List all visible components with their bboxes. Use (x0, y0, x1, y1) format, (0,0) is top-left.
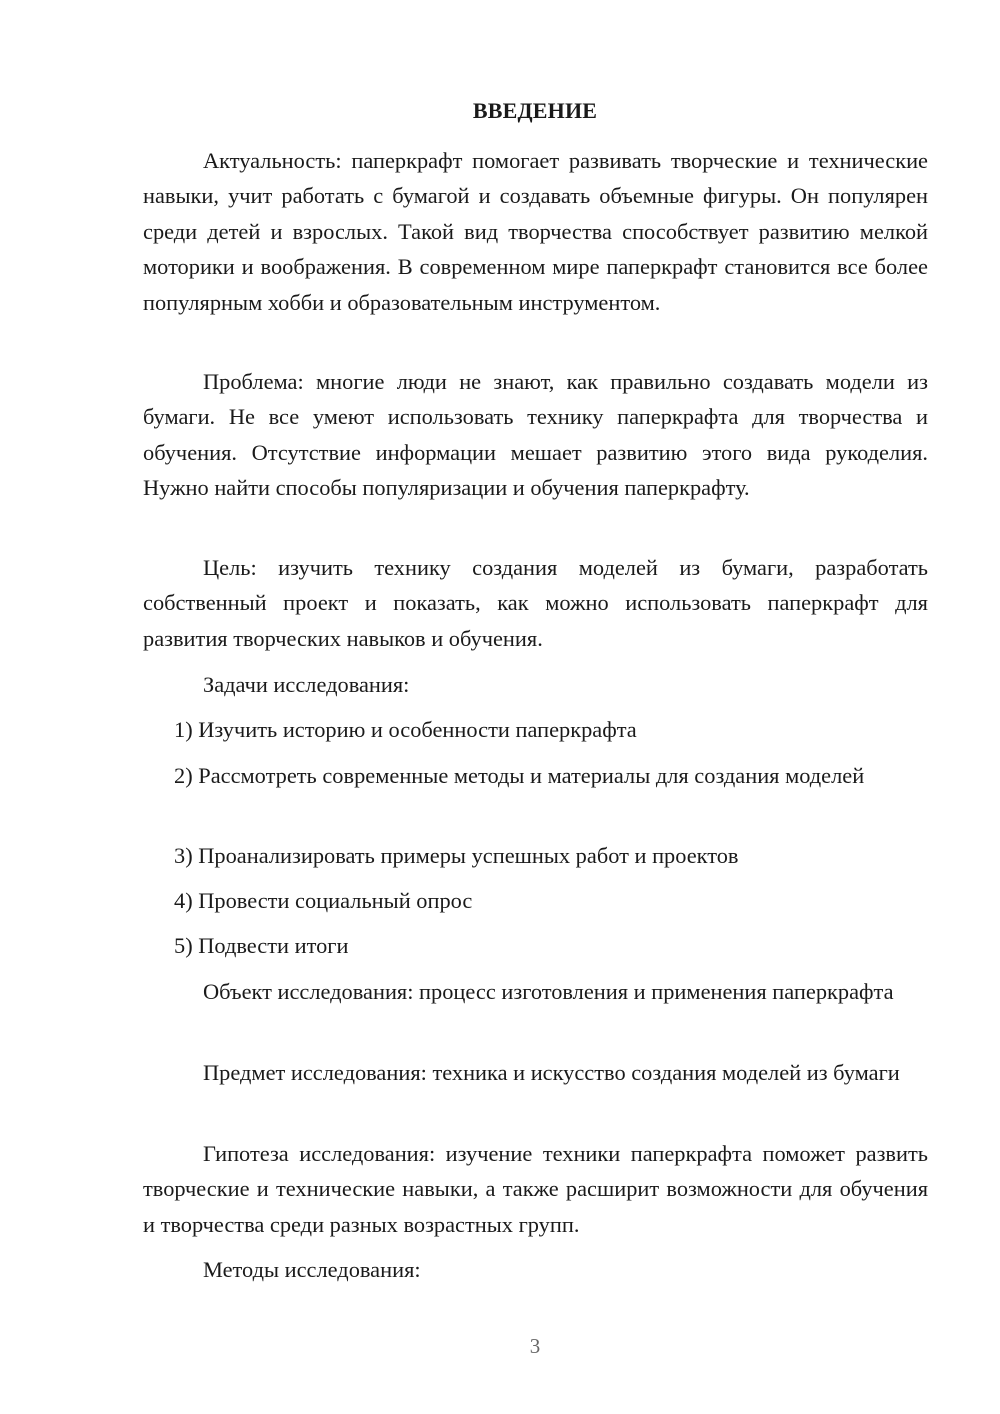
methods-title: Методы исследования: (203, 1257, 421, 1282)
goal-paragraph: Цель: изучить технику создания моделей из бумаги, разработать собственный проект и показать, как можно использовать паперкрафт для развития творческих навыков и обучения. (143, 555, 928, 651)
page-number: 3 (529, 1334, 541, 1358)
tasks-title: Задачи исследования: (203, 672, 410, 697)
section-heading: ВВЕДЕНИЕ (472, 98, 598, 123)
relevance-paragraph: Актуальность: паперкрафт помогает развивать творческие и технические навыки, учит работать с бумагой и создавать объемные фигуры. Он популярен среди детей и взрослых. Такой вид творчества способствует развитию мелкой моторики и воображения. В современном мире паперкрафт становится все более популярным хобби и образовательным инструментом. (143, 148, 928, 315)
problem-paragraph: Проблема: многие люди не знают, как правильно создавать модели из бумаги. Не все умеют использовать технику паперкрафта для творчества и обучения. Отсутствие информации мешает развитию этого вида рукоделия. Нужно найти способы популяризации и обучения паперкрафту. (143, 369, 928, 501)
task-item-2: 2) Рассмотреть современные методы и материалы для создания моделей (174, 763, 865, 788)
object-paragraph: Объект исследования: процесс изготовления и применения паперкрафта (203, 979, 894, 1004)
task-item-1: 1) Изучить историю и особенности паперкрафта (174, 717, 637, 742)
task-item-3: 3) Проанализировать примеры успешных работ и проектов (174, 843, 739, 868)
task-item-5: 5) Подвести итоги (174, 933, 349, 958)
hypothesis-paragraph: Гипотеза исследования: изучение техники паперкрафта поможет развить творческие и технические навыки, а также расширит возможности для обучения и творчества среди разных возрастных групп. (143, 1141, 928, 1237)
subject-paragraph: Предмет исследования: техника и искусство создания моделей из бумаги (203, 1060, 900, 1085)
task-item-4: 4) Провести социальный опрос (174, 888, 473, 913)
